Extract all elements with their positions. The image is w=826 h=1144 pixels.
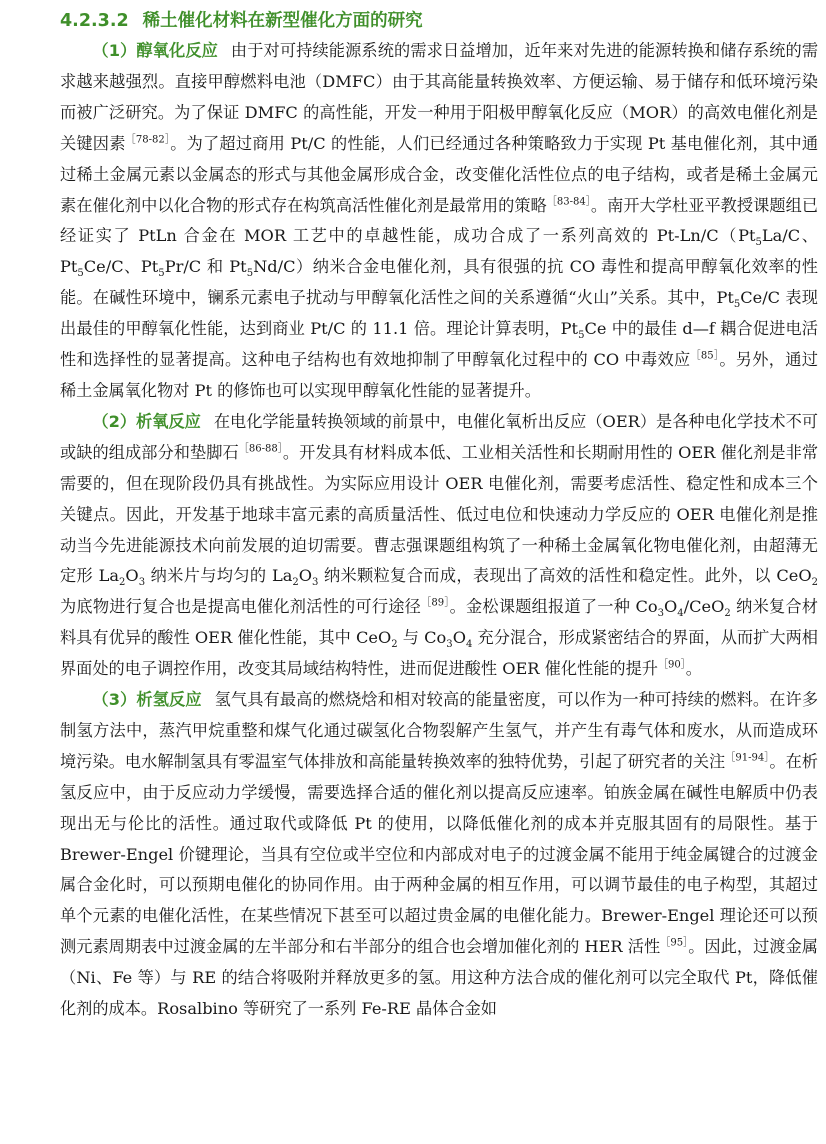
subscript: 3	[138, 577, 146, 589]
text-run: 由于对可持续能源系统的需求日益增加，近年来对先进的能源转换和储存系统的需求越来越强烈。直接甲醇燃料电池（DMFC）由于其高能量转换效率、方便运输、易于储存和低环境污染而被广泛研究。为了保证 DMFC 的高性能，开发一种用于阳极甲醇氧化反应（MOR）的高效电催化剂是关键因素	[60, 41, 819, 153]
citation: ［91-94］	[725, 752, 770, 764]
subscript: 2	[292, 577, 299, 589]
text-run: O	[298, 566, 313, 586]
paragraph-body	[60, 690, 818, 1018]
subscript: 5	[733, 299, 741, 311]
subscript: 4	[465, 639, 473, 651]
paragraph-body	[60, 412, 818, 678]
text-run: 纳米复合材料具有优异的酸性 OER 催化性能，其中 CeO	[60, 597, 818, 648]
text-run: Pr/C 和 Pt	[164, 257, 247, 277]
text-run: 为底物进行复合也是提高电催化剂活性的可行途径	[60, 597, 422, 617]
text-run: 。	[685, 659, 702, 679]
subscript: 5	[755, 237, 762, 249]
text-run: La/C、Pt	[60, 226, 818, 277]
paragraph-lead: （2）析氧反应	[92, 411, 201, 431]
text-run: 纳米颗粒复合而成，表现出了高效的活性和稳定性。此外，以 CeO	[318, 566, 812, 586]
subscript: 5	[77, 268, 84, 280]
paragraph-body	[60, 41, 818, 400]
text-run: 。在析氢反应中，由于反应动力学缓慢，需要选择合适的催化剂以提高反应速率。铂族金属在碱性电解质中仍表现出无与伦比的活性。通过取代或降低 Pt 的使用，以降低催化剂的成本并克服其固有的局限性。基于 Brewer-Engel 价键理论，当具有空位或半空位和内部成对电子的过渡金属不能用于纯金属键合的过渡金属合金化时，可以预期电催化的协同作用。由于两种金属的相互作用，可以调节最佳的电子构型，其超过单个元素的电催化活性，在某些情况下甚至可以超过贵金属的电催化能力。Brewer-Engel 理论还可以预测元素周期表中过渡金属的左半部分和右半部分的组合也会增加催化剂的 HER 活性	[60, 751, 818, 957]
section-title: 稀土催化材料在新型催化方面的研究	[142, 11, 423, 31]
citation: ［95］	[660, 937, 689, 949]
text-run: 。另外，通过稀土金属氧化物对 Pt 的修饰也可以实现甲醇氧化性能的显著提升。	[60, 350, 818, 400]
text-run: 。金松课题组报道了一种 Co	[449, 597, 658, 617]
subscript: 3	[312, 577, 319, 589]
citation: ［89］	[421, 597, 450, 609]
text-run: O	[452, 628, 466, 648]
text-run: Nd/C）纳米合金电催化剂，具有很强的抗 CO 毒性和提高甲醇氧化效率的性能。在碱性环境中，镧系元素电子扰动与甲醇氧化活性之间的关系遵循“火山”关系。其中，Pt	[60, 257, 818, 308]
text-run: 在电化学能量转换领域的前景中，电催化氧析出反应（OER）是各种电化学技术不可或缺的组成部分和垫脚石	[60, 411, 818, 462]
subscript: 4	[677, 608, 684, 620]
text-run: O	[664, 597, 678, 617]
text-run: 。为了超过商用 Pt/C 的性能，人们已经通过各种策略致力于实现 Pt 基电催化剂，其中通过稀土金属元素以金属态的形式与其他金属形成合金，改变催化活性位点的电子结构，或者是稀土金属元素在催化剂中以化合物的形式存在构筑高活性催化剂是最常用的策略	[60, 133, 819, 215]
text-run: 。开发具有材料成本低、工业相关活性和长期耐用性的 OER 催化剂是非常需要的，但在现阶段仍具有挑战性。为实际应用设计 OER 电催化剂，需要考虑活性、稳定性和成本三个关键点。因此，开发基于地球丰富元素的高质量活性、低过电位和快速动力学反应的 OER 电催化剂是推动当今先进能源技术向前发展的迫切需要。曹志强课题组构筑了一种稀土金属氧化物电催化剂，由超薄无定形 La	[60, 442, 819, 586]
text-run: 充分混合，形成紧密结合的界面，从而扩大两相界面处的电子调控作用，改变其局域结构特性，进而促进酸性 OER 催化性能的提升	[60, 628, 818, 679]
subscript: 5	[158, 268, 165, 280]
text-run: O	[125, 566, 139, 586]
subscript: 5	[578, 330, 585, 342]
text-run: Ce 中的最佳 d—f 耦合促进电活性和选择性的显著提高。这种电子结构也有效地抑制了甲醇氧化过程中的 CO 中毒效应	[60, 319, 818, 370]
paragraph-lead: （1）醇氧化反应	[92, 41, 218, 60]
text-run: 纳米片与均匀的 La	[145, 566, 293, 586]
paragraph-oxygen-evolution	[60, 407, 818, 685]
citation: ［86-88］	[238, 443, 283, 455]
subscript: 2	[724, 608, 731, 620]
subscript: 2	[811, 577, 818, 589]
text-run: /CeO	[683, 597, 725, 617]
citation: ［90］	[657, 659, 686, 671]
subscript: 3	[657, 608, 665, 620]
paragraph-lead: （3）析氢反应	[92, 690, 202, 710]
paragraph-alcohol-oxidation	[60, 36, 818, 407]
subscript: 5	[246, 268, 254, 280]
text-run: 与 Co	[397, 628, 447, 648]
subscript: 2	[119, 577, 126, 589]
text-run: Ce/C 表现出最佳的甲醇氧化性能，达到商业 Pt/C 的 11.1 倍。理论计算表明，Pt	[60, 288, 818, 339]
text-run: 。因此，过渡金属（Ni、Fe 等）与 RE 的结合将吸附并释放更多的氢。用这种方法合成的催化剂可以完全取代 Pt，降低催化剂的成本。Rosalbino 等研究了一系列 Fe-RE 晶体合金如	[60, 937, 818, 1019]
section-heading	[60, 6, 818, 36]
citation: ［78-82］	[125, 134, 171, 146]
subscript: 3	[446, 639, 453, 651]
text-run: Ce/C、Pt	[83, 257, 159, 277]
text-run: 氢气具有最高的燃烧焓和相对较高的能量密度，可以作为一种可持续的燃料。在许多制氢方法中，蒸汽甲烷重整和煤气化通过碳氢化合物裂解产生氢气，并产生有毒气体和废水，从而造成环境污染。电水解制氢具有零温室气体排放和高能量转换效率的独特优势，引起了研究者的关注	[60, 690, 819, 771]
paragraph-hydrogen-evolution	[60, 685, 818, 1025]
subscript: 2	[391, 639, 398, 651]
text-run: 。南开大学杜亚平教授课题组已经证实了 PtLn 合金在 MOR 工艺中的卓越性能，成功合成了一系列高效的 Pt-Ln/C（Pt	[60, 195, 819, 246]
citation: ［85］	[690, 350, 720, 362]
section-number: 4.2.3.2	[60, 11, 129, 31]
citation: ［83-84］	[546, 196, 591, 208]
